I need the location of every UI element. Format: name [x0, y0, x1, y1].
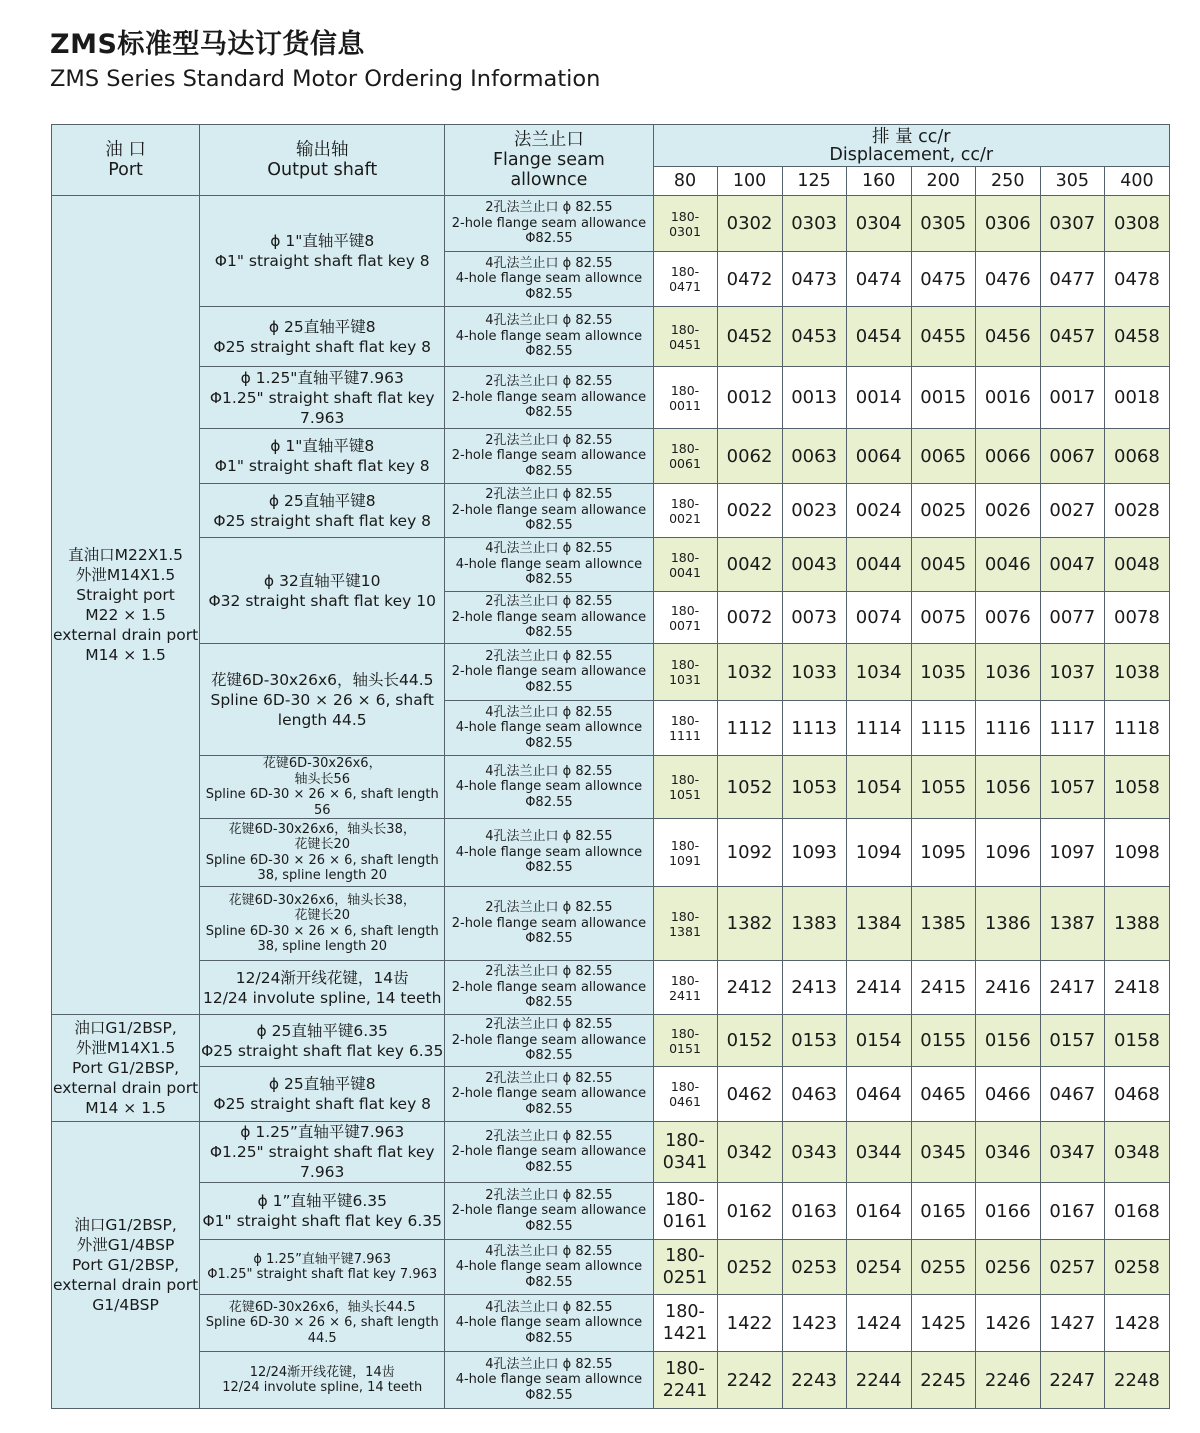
code-cell: 1054 [846, 756, 911, 819]
page-title: ZMS标准型马达订货信息 [50, 29, 365, 60]
code-cell: 1383 [782, 887, 846, 961]
shaft-cell: ϕ 1.25”直轴平键7.963 Φ1.25" straight shaft flat key 7.963 [200, 1240, 445, 1295]
code-cell: 0257 [1040, 1240, 1104, 1295]
code-cell: 2244 [846, 1352, 911, 1409]
code-cell: 0304 [846, 196, 911, 252]
code-cell: 0028 [1104, 484, 1169, 538]
code-cell: 1425 [911, 1295, 975, 1352]
code-cell: 0165 [911, 1183, 975, 1240]
code-cell: 1096 [975, 819, 1040, 887]
code-cell: 0044 [846, 538, 911, 592]
code-cell: 0066 [975, 429, 1040, 484]
table-row [52, 307, 1170, 367]
table-row [52, 819, 1170, 887]
code-cell: 1032 [717, 644, 782, 701]
code-cell: 0074 [846, 592, 911, 644]
table-row [52, 756, 1170, 819]
code-cell: 0347 [1040, 1122, 1104, 1183]
code-cell: 0256 [975, 1240, 1040, 1295]
code-cell: 2416 [975, 961, 1040, 1015]
code-cell: 2247 [1040, 1352, 1104, 1409]
table-row [52, 484, 1170, 538]
displacement-col-header: 125 [782, 167, 846, 196]
code-cell: 0023 [782, 484, 846, 538]
displacement-header: 排 量 cc/r Displacement, cc/r [653, 125, 1170, 167]
code-cell: 1093 [782, 819, 846, 887]
code-cell-80: 180- 0301 [653, 196, 717, 252]
code-cell: 0047 [1040, 538, 1104, 592]
code-cell: 1386 [975, 887, 1040, 961]
code-cell-80: 180- 0341 [653, 1122, 717, 1183]
flange-cell: 4孔法兰止口 ϕ 82.55 4-hole flange seam allownce Φ82.55 [445, 1352, 653, 1409]
code-cell: 0464 [846, 1067, 911, 1122]
code-cell-80: 180- 0151 [653, 1015, 717, 1067]
code-cell-80: 180- 1421 [653, 1295, 717, 1352]
code-cell-80: 180- 0471 [653, 252, 717, 307]
code-cell-80: 180- 1091 [653, 819, 717, 887]
port-cell: 直油口M22X1.5 外泄M14X1.5 Straight port M22 × 1.5 external drain port M14 × 1.5 [52, 196, 200, 1015]
displacement-col-header: 80 [653, 167, 717, 196]
code-cell: 1422 [717, 1295, 782, 1352]
code-cell: 0077 [1040, 592, 1104, 644]
code-cell: 2243 [782, 1352, 846, 1409]
code-cell-80: 180- 0161 [653, 1183, 717, 1240]
table-row [52, 1295, 1170, 1352]
shaft-cell: ϕ 25直轴平键6.35 Φ25 straight shaft flat key 6.35 [200, 1015, 445, 1067]
flange-cell: 2孔法兰止口 ϕ 82.55 2-hole flange seam allowance Φ82.55 [445, 961, 653, 1015]
page-subtitle: ZMS Series Standard Motor Ordering Information [50, 66, 601, 92]
code-cell: 0017 [1040, 367, 1104, 429]
code-cell: 0167 [1040, 1183, 1104, 1240]
code-cell: 0253 [782, 1240, 846, 1295]
code-cell: 1034 [846, 644, 911, 701]
flange-cell: 4孔法兰止口 ϕ 82.55 4-hole flange seam allownce Φ82.55 [445, 1295, 653, 1352]
flange-cell: 2孔法兰止口 ϕ 82.55 2-hole flange seam allowance Φ82.55 [445, 429, 653, 484]
code-cell: 2414 [846, 961, 911, 1015]
ordering-table [51, 124, 1170, 1409]
code-cell: 0474 [846, 252, 911, 307]
flange-cell: 4孔法兰止口 ϕ 82.55 4-hole flange seam allownce Φ82.55 [445, 307, 653, 367]
code-cell: 0457 [1040, 307, 1104, 367]
flange-cell: 4孔法兰止口 ϕ 82.55 4-hole flange seam allownce Φ82.55 [445, 756, 653, 819]
shaft-cell: 花键6D-30x26x6，轴头长38， 花键长20 Spline 6D-30 × 26 × 6, shaft length 38, spline length 20 [200, 819, 445, 887]
code-cell: 1055 [911, 756, 975, 819]
code-cell: 0307 [1040, 196, 1104, 252]
code-cell: 0062 [717, 429, 782, 484]
code-cell: 1115 [911, 701, 975, 756]
code-cell: 0065 [911, 429, 975, 484]
code-cell: 0045 [911, 538, 975, 592]
code-cell: 1098 [1104, 819, 1169, 887]
shaft-cell: ϕ 32直轴平键10 Φ32 straight shaft flat key 10 [200, 538, 445, 644]
code-cell: 0166 [975, 1183, 1040, 1240]
code-cell-80: 180- 0461 [653, 1067, 717, 1122]
flange-cell: 2孔法兰止口 ϕ 82.55 2-hole flange seam allowance Φ82.55 [445, 592, 653, 644]
displacement-col-header: 200 [911, 167, 975, 196]
shaft-header: 输出轴 Output shaft [200, 125, 445, 196]
code-cell: 0068 [1104, 429, 1169, 484]
code-cell: 0305 [911, 196, 975, 252]
code-cell: 0472 [717, 252, 782, 307]
code-cell: 0042 [717, 538, 782, 592]
code-cell: 0154 [846, 1015, 911, 1067]
code-cell: 1056 [975, 756, 1040, 819]
code-cell: 1427 [1040, 1295, 1104, 1352]
code-cell: 2246 [975, 1352, 1040, 1409]
code-cell: 1036 [975, 644, 1040, 701]
code-cell: 2242 [717, 1352, 782, 1409]
code-cell: 0158 [1104, 1015, 1169, 1067]
shaft-cell: ϕ 1"直轴平键8 Φ1" straight shaft flat key 8 [200, 196, 445, 307]
code-cell: 0015 [911, 367, 975, 429]
code-cell: 0462 [717, 1067, 782, 1122]
displacement-col-header: 100 [717, 167, 782, 196]
code-cell-80: 180- 1051 [653, 756, 717, 819]
table-row [52, 644, 1170, 701]
code-cell: 2415 [911, 961, 975, 1015]
code-cell-80: 180- 1031 [653, 644, 717, 701]
code-cell: 0455 [911, 307, 975, 367]
code-cell: 0072 [717, 592, 782, 644]
code-cell: 0025 [911, 484, 975, 538]
code-cell: 0164 [846, 1183, 911, 1240]
code-cell: 1382 [717, 887, 782, 961]
table-row [52, 1122, 1170, 1183]
shaft-cell: ϕ 1”直轴平键6.35 Φ1" straight shaft flat key 6.35 [200, 1183, 445, 1240]
code-cell: 0452 [717, 307, 782, 367]
code-cell: 0252 [717, 1240, 782, 1295]
code-cell: 0254 [846, 1240, 911, 1295]
code-cell: 1423 [782, 1295, 846, 1352]
code-cell-80: 180- 0071 [653, 592, 717, 644]
code-cell-80: 180- 0011 [653, 367, 717, 429]
code-cell-80: 180- 2241 [653, 1352, 717, 1409]
code-cell: 0155 [911, 1015, 975, 1067]
code-cell-80: 180- 0041 [653, 538, 717, 592]
code-cell: 0162 [717, 1183, 782, 1240]
code-cell: 1094 [846, 819, 911, 887]
displacement-col-header: 160 [846, 167, 911, 196]
code-cell: 2413 [782, 961, 846, 1015]
code-cell: 0465 [911, 1067, 975, 1122]
code-cell: 0043 [782, 538, 846, 592]
flange-cell: 2孔法兰止口 ϕ 82.55 2-hole flange seam allowance Φ82.55 [445, 644, 653, 701]
shaft-cell: 花键6D-30x26x6，轴头长44.5 Spline 6D-30 × 26 × 6, shaft length 44.5 [200, 1295, 445, 1352]
code-cell: 2412 [717, 961, 782, 1015]
flange-cell: 2孔法兰止口 ϕ 82.55 2-hole flange seam allowance Φ82.55 [445, 1183, 653, 1240]
code-cell: 1033 [782, 644, 846, 701]
code-cell: 1385 [911, 887, 975, 961]
code-cell: 1428 [1104, 1295, 1169, 1352]
port-cell: 油口G1/2BSP, 外泄G1/4BSP Port G1/2BSP, external drain port G1/4BSP [52, 1122, 200, 1409]
code-cell: 0302 [717, 196, 782, 252]
code-cell: 0078 [1104, 592, 1169, 644]
table-row [52, 196, 1170, 252]
code-cell: 0063 [782, 429, 846, 484]
code-cell: 0016 [975, 367, 1040, 429]
code-cell: 0152 [717, 1015, 782, 1067]
code-cell: 0027 [1040, 484, 1104, 538]
code-cell: 0048 [1104, 538, 1169, 592]
shaft-cell: ϕ 1.25”直轴平键7.963 Φ1.25" straight shaft flat key 7.963 [200, 1122, 445, 1183]
code-cell: 1117 [1040, 701, 1104, 756]
code-cell: 0013 [782, 367, 846, 429]
code-cell: 0467 [1040, 1067, 1104, 1122]
code-cell-80: 180- 0061 [653, 429, 717, 484]
code-cell: 0345 [911, 1122, 975, 1183]
port-header: 油 口 Port [52, 125, 200, 196]
code-cell: 1118 [1104, 701, 1169, 756]
table-row [52, 1183, 1170, 1240]
code-cell-80: 180- 0021 [653, 484, 717, 538]
code-cell: 0475 [911, 252, 975, 307]
code-cell: 2245 [911, 1352, 975, 1409]
code-cell: 0258 [1104, 1240, 1169, 1295]
code-cell: 0308 [1104, 196, 1169, 252]
flange-header: 法兰止口 Flange seam allownce [445, 125, 653, 196]
code-cell: 1035 [911, 644, 975, 701]
code-cell: 1112 [717, 701, 782, 756]
code-cell: 0343 [782, 1122, 846, 1183]
code-cell: 1095 [911, 819, 975, 887]
code-cell: 0342 [717, 1122, 782, 1183]
code-cell: 1058 [1104, 756, 1169, 819]
code-cell: 0478 [1104, 252, 1169, 307]
displacement-col-header: 305 [1040, 167, 1104, 196]
code-cell: 0022 [717, 484, 782, 538]
table-row [52, 429, 1170, 484]
code-cell: 0163 [782, 1183, 846, 1240]
code-cell: 0026 [975, 484, 1040, 538]
code-cell: 1113 [782, 701, 846, 756]
code-cell: 0476 [975, 252, 1040, 307]
shaft-cell: 12/24渐开线花键，14齿 12/24 involute spline, 14 teeth [200, 1352, 445, 1409]
table-row [52, 538, 1170, 592]
code-cell: 0346 [975, 1122, 1040, 1183]
code-cell: 2248 [1104, 1352, 1169, 1409]
code-cell: 0018 [1104, 367, 1169, 429]
code-cell: 0463 [782, 1067, 846, 1122]
code-cell: 0046 [975, 538, 1040, 592]
code-cell: 0075 [911, 592, 975, 644]
flange-cell: 4孔法兰止口 ϕ 82.55 4-hole flange seam allownce Φ82.55 [445, 1240, 653, 1295]
code-cell: 0067 [1040, 429, 1104, 484]
table-row [52, 367, 1170, 429]
code-cell: 1038 [1104, 644, 1169, 701]
flange-cell: 2孔法兰止口 ϕ 82.55 2-hole flange seam allowance Φ82.55 [445, 196, 653, 252]
code-cell-80: 180- 0451 [653, 307, 717, 367]
code-cell: 2417 [1040, 961, 1104, 1015]
shaft-cell: 花键6D-30x26x6，轴头长44.5 Spline 6D-30 × 26 × 6, shaft length 44.5 [200, 644, 445, 756]
code-cell: 0076 [975, 592, 1040, 644]
code-cell: 0073 [782, 592, 846, 644]
code-cell: 0458 [1104, 307, 1169, 367]
code-cell: 0466 [975, 1067, 1040, 1122]
code-cell: 0303 [782, 196, 846, 252]
code-cell: 1114 [846, 701, 911, 756]
displacement-col-header: 400 [1104, 167, 1169, 196]
code-cell: 0454 [846, 307, 911, 367]
code-cell: 0348 [1104, 1122, 1169, 1183]
table-row [52, 1352, 1170, 1409]
flange-cell: 2孔法兰止口 ϕ 82.55 2-hole flange seam allowance Φ82.55 [445, 1015, 653, 1067]
shaft-cell: ϕ 25直轴平键8 Φ25 straight shaft flat key 8 [200, 484, 445, 538]
code-cell: 1052 [717, 756, 782, 819]
code-cell: 0456 [975, 307, 1040, 367]
code-cell: 0012 [717, 367, 782, 429]
code-cell: 0453 [782, 307, 846, 367]
flange-cell: 2孔法兰止口 ϕ 82.55 2-hole flange seam allowance Φ82.55 [445, 484, 653, 538]
flange-cell: 2孔法兰止口 ϕ 82.55 2-hole flange seam allowance Φ82.55 [445, 1067, 653, 1122]
code-cell: 1053 [782, 756, 846, 819]
code-cell: 0255 [911, 1240, 975, 1295]
code-cell: 0153 [782, 1015, 846, 1067]
table-row [52, 1015, 1170, 1067]
flange-cell: 2孔法兰止口 ϕ 82.55 2-hole flange seam allowance Φ82.55 [445, 1122, 653, 1183]
shaft-cell: ϕ 1.25"直轴平键7.963 Φ1.25" straight shaft flat key 7.963 [200, 367, 445, 429]
code-cell: 0468 [1104, 1067, 1169, 1122]
shaft-cell: ϕ 1"直轴平键8 Φ1" straight shaft flat key 8 [200, 429, 445, 484]
code-cell-80: 180- 2411 [653, 961, 717, 1015]
code-cell: 1097 [1040, 819, 1104, 887]
flange-cell: 4孔法兰止口 ϕ 82.55 4-hole flange seam allownce Φ82.55 [445, 252, 653, 307]
code-cell: 1037 [1040, 644, 1104, 701]
table-row [52, 961, 1170, 1015]
flange-cell: 2孔法兰止口 ϕ 82.55 2-hole flange seam allowance Φ82.55 [445, 367, 653, 429]
code-cell: 2418 [1104, 961, 1169, 1015]
shaft-cell: ϕ 25直轴平键8 Φ25 straight shaft flat key 8 [200, 1067, 445, 1122]
flange-cell: 4孔法兰止口 ϕ 82.55 4-hole flange seam allownce Φ82.55 [445, 819, 653, 887]
code-cell: 1388 [1104, 887, 1169, 961]
code-cell: 1092 [717, 819, 782, 887]
port-cell: 油口G1/2BSP, 外泄M14X1.5 Port G1/2BSP, external drain port M14 × 1.5 [52, 1015, 200, 1122]
code-cell: 0477 [1040, 252, 1104, 307]
code-cell: 0168 [1104, 1183, 1169, 1240]
table-row [52, 1067, 1170, 1122]
code-cell: 0014 [846, 367, 911, 429]
code-cell: 0473 [782, 252, 846, 307]
flange-cell: 4孔法兰止口 ϕ 82.55 4-hole flange seam allownce Φ82.55 [445, 701, 653, 756]
code-cell: 1424 [846, 1295, 911, 1352]
code-cell-80: 180- 1111 [653, 701, 717, 756]
code-cell: 0064 [846, 429, 911, 484]
shaft-cell: 花键6D-30x26x6， 轴头长56 Spline 6D-30 × 26 × 6, shaft length 56 [200, 756, 445, 819]
shaft-cell: ϕ 25直轴平键8 Φ25 straight shaft flat key 8 [200, 307, 445, 367]
table-row [52, 1240, 1170, 1295]
shaft-cell: 花键6D-30x26x6，轴头长38， 花键长20 Spline 6D-30 × 26 × 6, shaft length 38, spline length 20 [200, 887, 445, 961]
code-cell: 1384 [846, 887, 911, 961]
code-cell: 0344 [846, 1122, 911, 1183]
code-cell: 0156 [975, 1015, 1040, 1067]
code-cell: 1057 [1040, 756, 1104, 819]
flange-cell: 4孔法兰止口 ϕ 82.55 4-hole flange seam allownce Φ82.55 [445, 538, 653, 592]
shaft-cell: 12/24渐开线花键，14齿 12/24 involute spline, 14 teeth [200, 961, 445, 1015]
code-cell: 0306 [975, 196, 1040, 252]
code-cell: 0024 [846, 484, 911, 538]
table-row [52, 887, 1170, 961]
code-cell: 1116 [975, 701, 1040, 756]
code-cell-80: 180- 0251 [653, 1240, 717, 1295]
code-cell: 1426 [975, 1295, 1040, 1352]
code-cell: 1387 [1040, 887, 1104, 961]
code-cell: 0157 [1040, 1015, 1104, 1067]
flange-cell: 2孔法兰止口 ϕ 82.55 2-hole flange seam allowance Φ82.55 [445, 887, 653, 961]
displacement-col-header: 250 [975, 167, 1040, 196]
code-cell-80: 180- 1381 [653, 887, 717, 961]
